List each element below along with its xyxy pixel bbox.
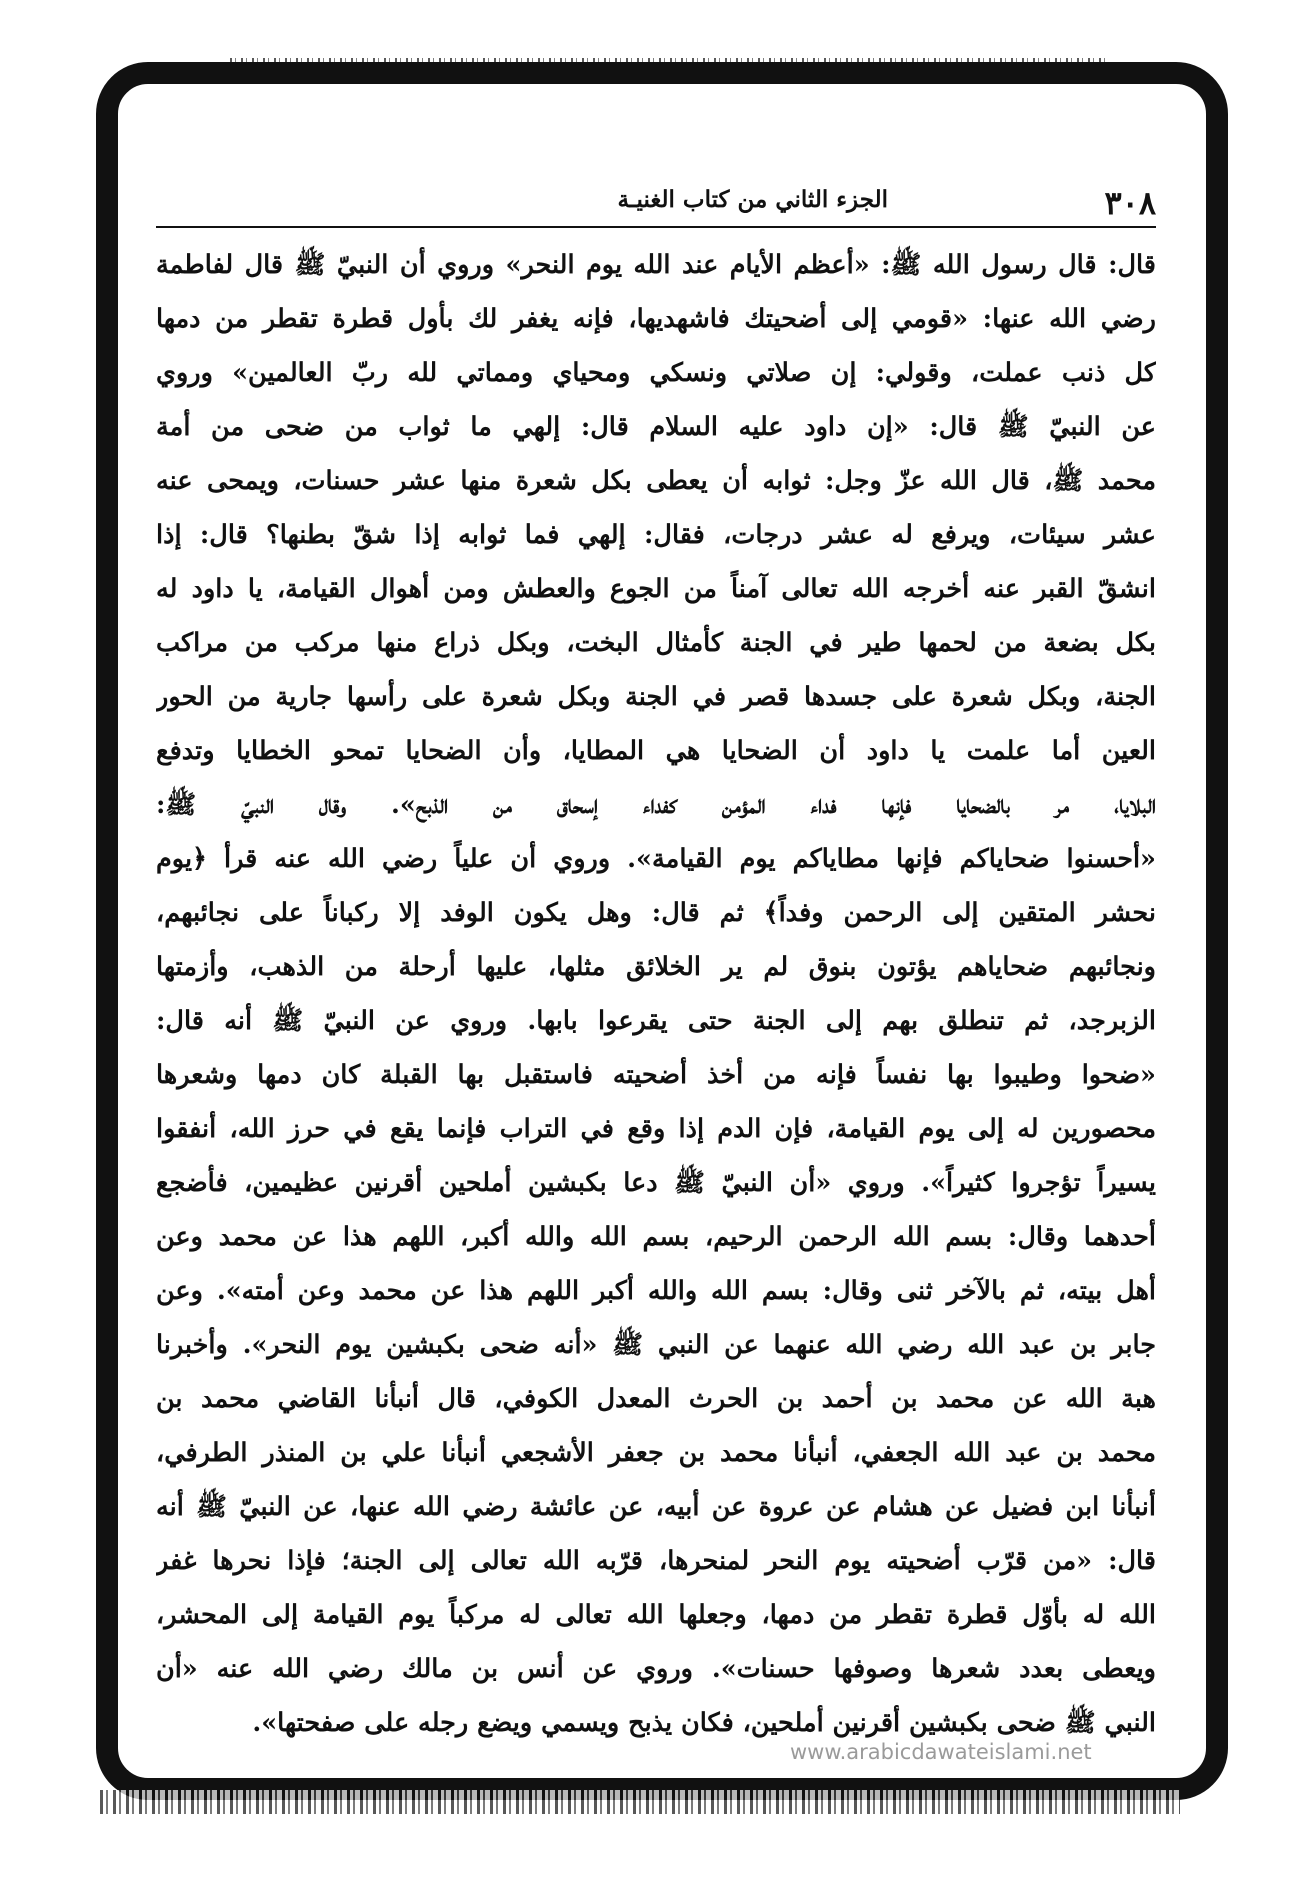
text-line: البلايا، مر بالضحايا فإنها فداء المؤمن كفداء إسحاق من الذبح». وقال النبيّ ﷺ: — [156, 790, 1156, 820]
text-line: محصورين له إلى يوم القيامة، فإن الدم إذا وقع في التراب فإنما يقع في حرز الله، أنفقوا — [156, 1114, 1156, 1144]
page-number: ٣٠٨ — [1104, 184, 1156, 222]
text-line: نحشر المتقين إلى الرحمن وفداً﴾ ثم قال: وهل يكون الوفد إلا ركباناً على نجائبهم، — [156, 898, 1156, 928]
text-line: أهل بيته، ثم بالآخر ثنى وقال: بسم الله والله أكبر اللهم هذا عن محمد وعن أمته». وعن — [156, 1276, 1156, 1306]
text-line: انشقّ القبر عنه أخرجه الله تعالى آمناً من الجوع والعطش ومن أهوال القيامة، يا داود له — [156, 574, 1156, 604]
text-line: «ضحوا وطيبوا بها نفساً فإنه من أخذ أضحيته فاستقبل بها القبلة كان دمها وشعرها — [156, 1060, 1156, 1090]
text-line: يسيراً تؤجروا كثيراً». وروي «أن النبيّ ﷺ دعا بكبشين أملحين أقرنين عظيمين، فأضجع — [156, 1168, 1156, 1198]
body-text — [156, 238, 1156, 1750]
watermark-url: www.arabicdawateislami.net — [790, 1740, 1092, 1764]
text-line: «أحسنوا ضحاياكم فإنها مطاياكم يوم القيامة». وروي أن علياً رضي الله عنه قرأ ﴿يوم — [156, 844, 1156, 874]
running-title: الجزء الثاني من كتاب الغنيـة — [617, 186, 888, 213]
text-line: ويعطى بعدد شعرها وصوفها حسنات». وروي عن أنس بن مالك رضي الله عنه «أن — [156, 1654, 1156, 1684]
text-line: عن النبيّ ﷺ قال: «إن داود عليه السلام قال: إلهي ما ثواب من ضحى من أمة — [156, 412, 1156, 442]
text-line: أنبأنا ابن فضيل عن هشام عن عروة عن أبيه، عن عائشة رضي الله عنها، عن النبيّ ﷺ أنه — [156, 1492, 1156, 1522]
text-line: أحدهما وقال: بسم الله الرحمن الرحيم، بسم الله والله أكبر، اللهم هذا عن محمد وعن — [156, 1222, 1156, 1252]
text-line: محمد بن عبد الله الجعفي، أنبأنا محمد بن جعفر الأشجعي أنبأنا علي بن المنذر الطرفي، — [156, 1438, 1156, 1468]
scan-edge-bottom — [100, 1790, 1180, 1814]
text-line: النبي ﷺ ضحى بكبشين أقرنين أملحين، فكان يذبح ويسمي ويضع رجله على صفحتها». — [252, 1708, 1156, 1738]
text-line: بكل بضعة من لحمها طير في الجنة كأمثال البخت، وبكل ذراع منها مركب من مراكب — [156, 628, 1156, 658]
text-line: الجنة، وبكل شعرة على جسدها قصر في الجنة وبكل شعرة على رأسها جارية من الحور — [156, 682, 1156, 712]
text-line: جابر بن عبد الله رضي الله عنهما عن النبي ﷺ «أنه ضحى بكبشين يوم النحر». وأخبرنا — [156, 1330, 1156, 1360]
page-header — [156, 180, 1156, 228]
text-line: رضي الله عنها: «قومي إلى أضحيتك فاشهديها، فإنه يغفر لك بأول قطرة تقطر من دمها — [156, 304, 1156, 334]
text-line: الزبرجد، ثم تنطلق بهم إلى الجنة حتى يقرعوا بابها. وروي عن النبيّ ﷺ أنه قال: — [156, 1006, 1156, 1036]
text-line: هبة الله عن محمد بن أحمد بن الحرث المعدل الكوفي، قال أنبأنا القاضي محمد بن — [156, 1384, 1156, 1414]
text-line: الله له بأوّل قطرة تقطر من دمها، وجعلها الله تعالى له مركباً يوم القيامة إلى المحشر، — [156, 1600, 1156, 1630]
text-line: قال: «من قرّب أضحيته يوم النحر لمنحرها، قرّبه الله تعالى إلى الجنة؛ فإذا نحرها غفر — [156, 1546, 1156, 1576]
text-line: كل ذنب عملت، وقولي: إن صلاتي ونسكي ومحياي ومماتي لله ربّ العالمين» وروي — [156, 358, 1156, 388]
text-line: قال: قال رسول الله ﷺ: «أعظم الأيام عند الله يوم النحر» وروي أن النبيّ ﷺ قال لفاطمة — [156, 250, 1156, 280]
text-line: محمد ﷺ، قال الله عزّ وجل: ثوابه أن يعطى بكل شعرة منها عشر حسنات، ويمحى عنه — [156, 466, 1156, 496]
text-line: العين أما علمت يا داود أن الضحايا هي المطايا، وأن الضحايا تمحو الخطايا وتدفع — [156, 736, 1156, 766]
text-line: ونجائبهم ضحاياهم يؤتون بنوق لم ير الخلائق مثلها، عليها أرحلة من الذهب، وأزمتها — [156, 952, 1156, 982]
text-line: عشر سيئات، ويرفع له عشر درجات، فقال: إلهي فما ثوابه إذا شقّ بطنها؟ قال: إذا — [156, 520, 1156, 550]
